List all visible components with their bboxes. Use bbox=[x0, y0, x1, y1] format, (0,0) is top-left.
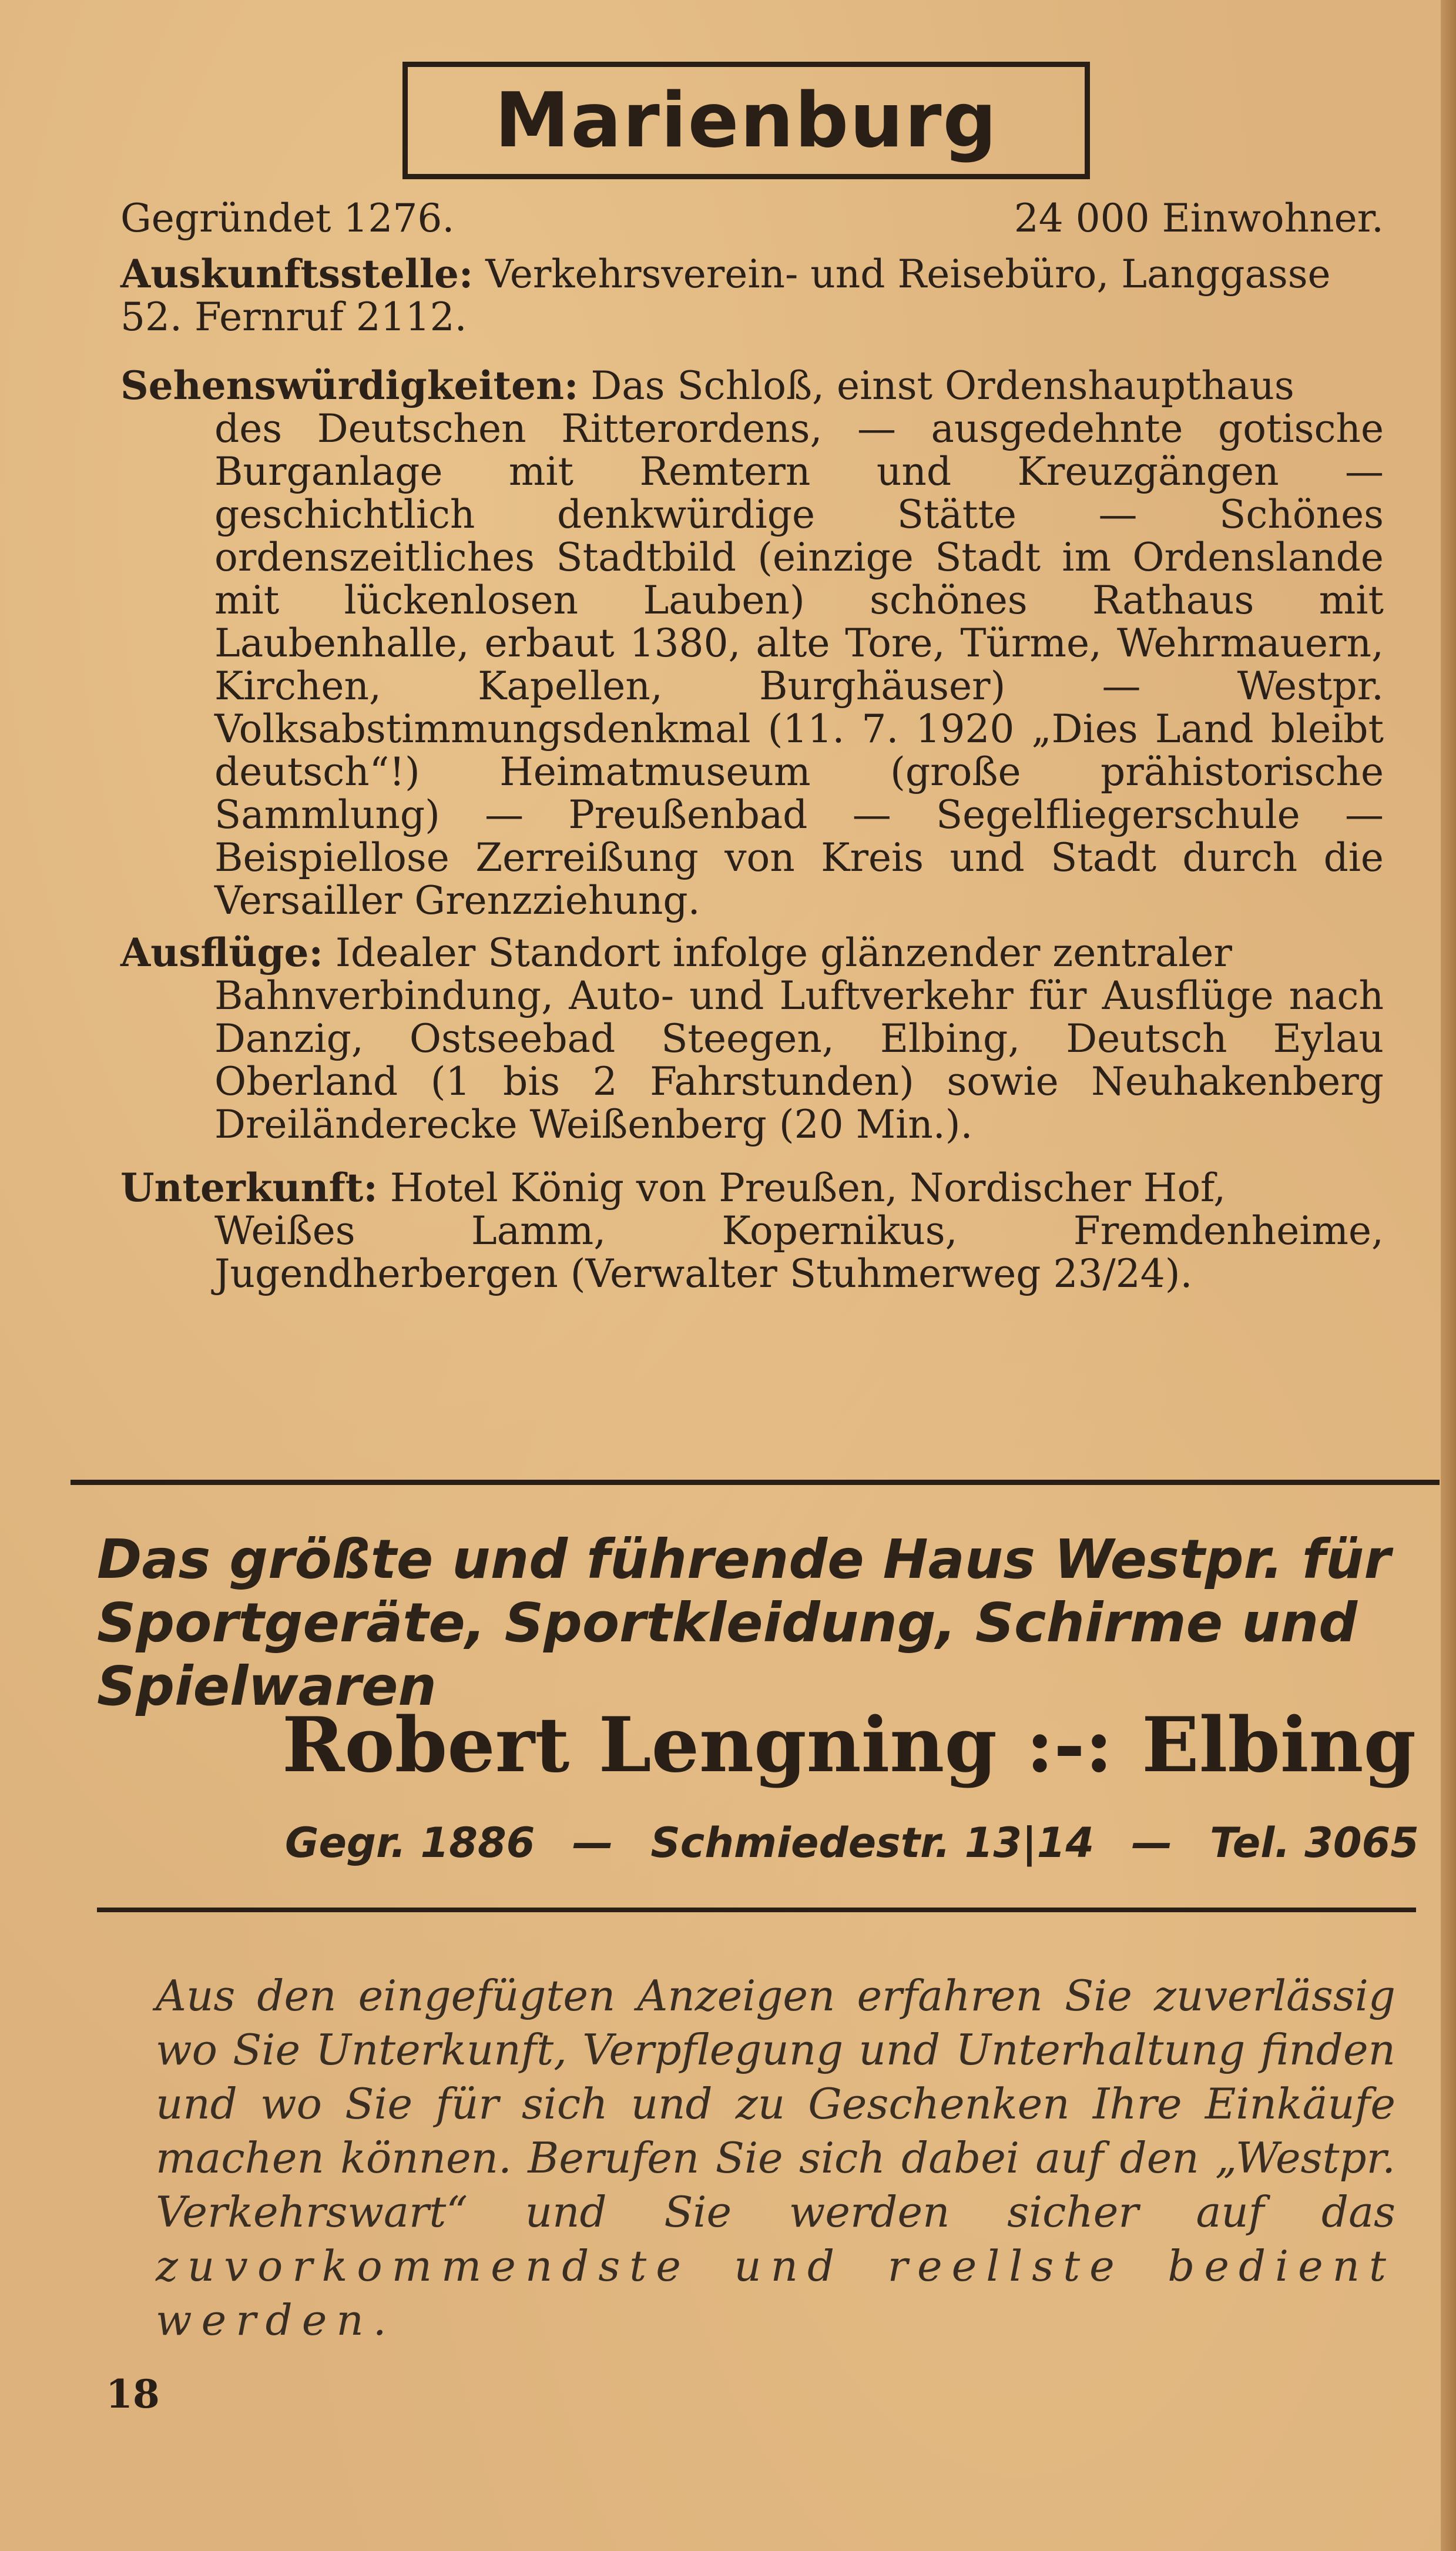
entry-trips-text: Idealer Standort infolge glänzender zentraler bbox=[335, 930, 1232, 976]
entry-trips-label: Ausflüge: bbox=[120, 930, 323, 976]
title-box bbox=[402, 62, 1090, 179]
divider-top bbox=[71, 1480, 1440, 1485]
advert-founded: Gegr. 1886 bbox=[285, 1819, 535, 1867]
page-number: 18 bbox=[106, 2371, 160, 2417]
entry-lodging-label: Unterkunft: bbox=[120, 1165, 378, 1211]
advert-notice bbox=[156, 1969, 1395, 2347]
entry-sights-text: Das Schloß, einst Ordenshaupthaus bbox=[591, 363, 1294, 408]
entry-sights-cont: des Deutschen Ritterordens, — ausgedehnte gotische Burganlage mit Remtern und Kreuzgängen — geschichtlich denkwürdige Stätte — Schönes ordenszeitliches Stadtbild (einzige Stadt im Ordenslande mit lückenlosen Lauben) schönes Rathaus mit Laubenhalle, erbaut 1380, alte Tore, Türme, Wehrmauern, Kirchen, Kapellen, Burghäuser) — Westpr. Volksabstimmungsdenkmal (11. 7. 1920 „Dies Land bleibt deutsch“!) Heimatmuseum (große prähistorische Sammlung) — Preußenbad — Segelfliegerschule — Beispiellose Zerreißung von Kreis und Stadt durch die Versailler Grenzziehung. bbox=[214, 406, 1384, 923]
entry-sights bbox=[120, 364, 1384, 922]
entry-trips-cont: Bahnverbindung, Auto- und Luftverkehr für Ausflüge nach Danzig, Ostseebad Steegen, Elbing, Deutsch Eylau Oberland (1 bis 2 Fahrstunden) sowie Neuhakenberg Dreiländerecke Weißenberg (20 Min.). bbox=[214, 973, 1384, 1147]
entry-lodging-text: Hotel König von Preußen, Nordischer Hof, bbox=[390, 1165, 1226, 1211]
entry-lodging-cont: Weißes Lamm, Kopernikus, Fremdenheime, Jugendherbergen (Verwalter Stuhmerweg 23/24). bbox=[214, 1208, 1384, 1296]
entry-info-cont: 52. Fernruf 2112. bbox=[120, 294, 467, 340]
advert-address: Schmiedestr. 13|14 bbox=[650, 1819, 1095, 1867]
founded-text: Gegründet 1276. bbox=[120, 196, 455, 241]
entry-info-text: Verkehrsverein- und Reisebüro, Langgasse bbox=[485, 252, 1331, 297]
notice-text: Aus den eingefügten Anzeigen erfahren Sie zuverlässig wo Sie Unterkunft, Verpflegung und Unterhaltung finden und wo Sie für sich und zu Geschenken Ihre Einkäufe machen können. Berufen Sie sich dabei auf den „Westpr. Verkehrswart“ und Sie werden sicher auf das bbox=[156, 1971, 1395, 2237]
page-title: Marienburg bbox=[494, 76, 998, 165]
founding-row bbox=[120, 197, 1384, 240]
entry-sights-label: Sehenswürdigkeiten: bbox=[120, 363, 579, 408]
page-edge bbox=[1441, 0, 1456, 2551]
divider-middle bbox=[97, 1908, 1416, 1912]
advert-firm-name: Robert Lengning :-: Elbing bbox=[282, 1701, 1416, 1789]
notice-spaced-text: zuvorkommendste und reellste bedient werden. bbox=[156, 2241, 1395, 2345]
advert-dash-2: — bbox=[1131, 1819, 1173, 1867]
advert-dash-1: — bbox=[572, 1819, 613, 1867]
advert-details bbox=[285, 1819, 1419, 1867]
advert-phone: Tel. 3065 bbox=[1210, 1819, 1419, 1867]
advert-headline: Das größte und führende Haus Westpr. für Sportgeräte, Sportkleidung, Schirme und Spielwaren bbox=[97, 1528, 1391, 1718]
entry-trips bbox=[120, 931, 1384, 1146]
entry-info-label: Auskunftsstelle: bbox=[120, 251, 474, 297]
entry-info bbox=[120, 253, 1384, 338]
population-text: 24 000 Einwohner. bbox=[1014, 196, 1384, 241]
entry-lodging bbox=[120, 1166, 1384, 1295]
